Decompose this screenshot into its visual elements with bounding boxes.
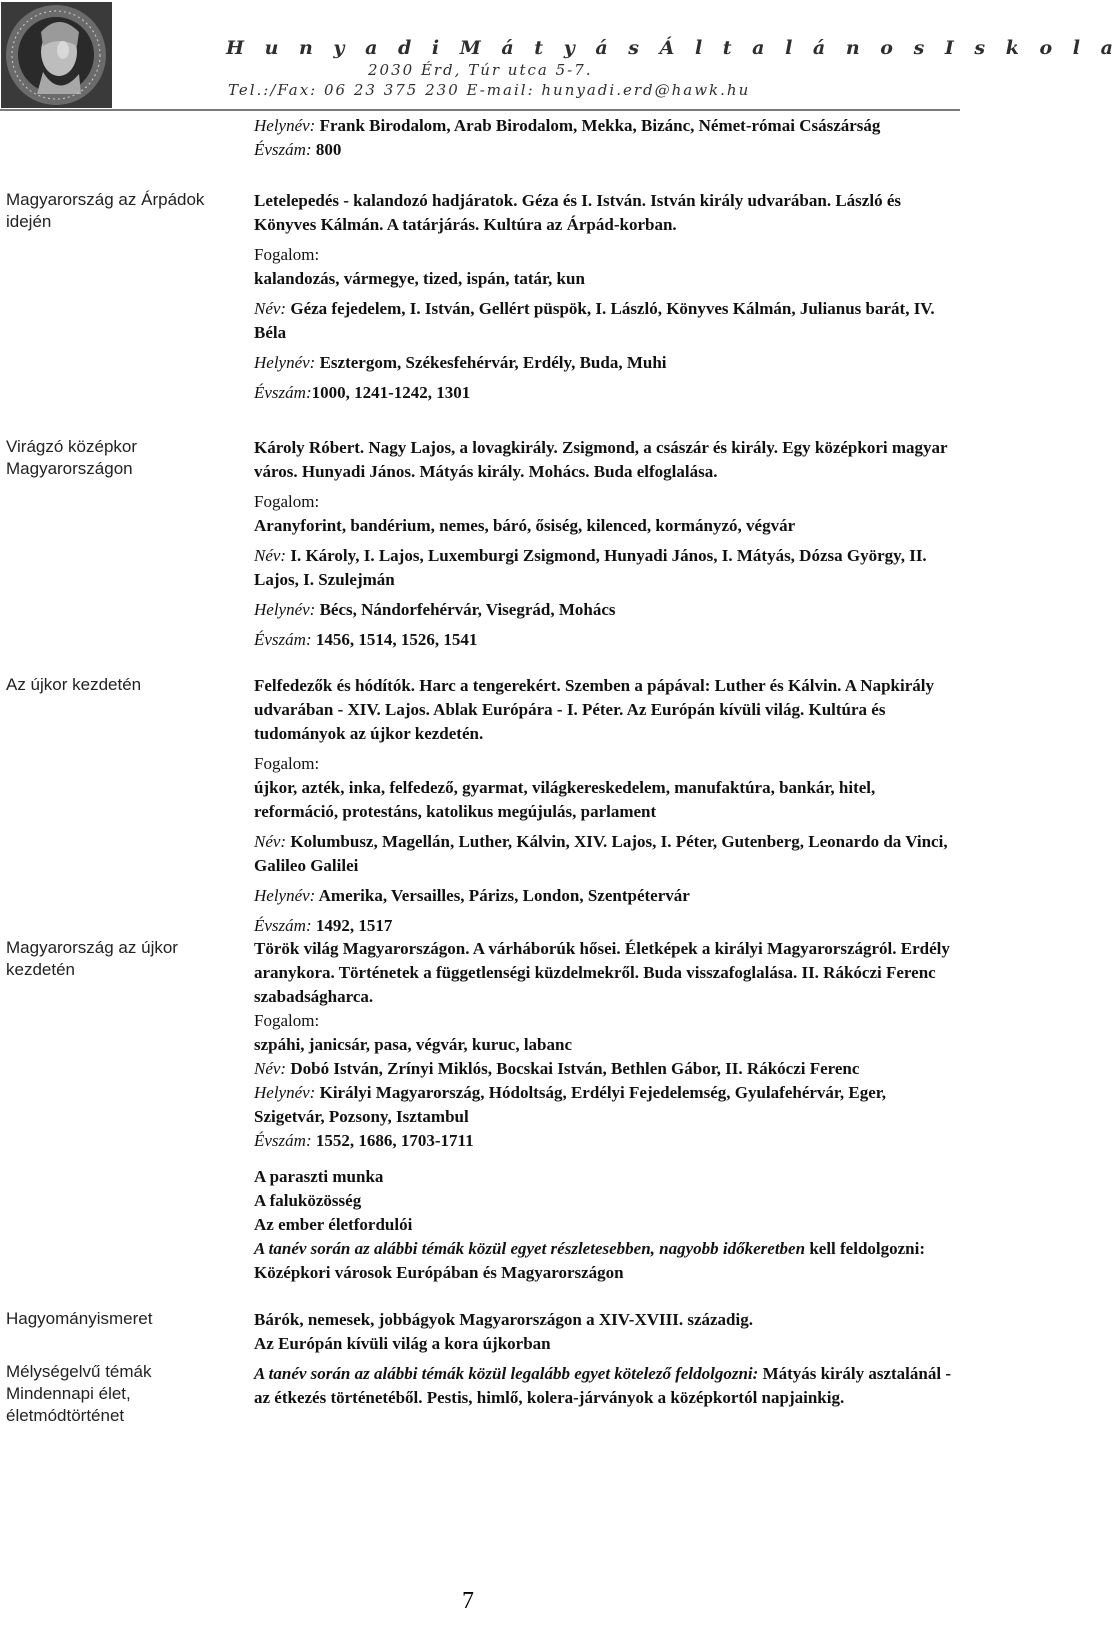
elective-topic: Bárók, nemesek, jobbágyok Magyarországon a XIV-XVIII. századig.: [254, 1310, 753, 1329]
list-item: Az ember életfordulói: [254, 1215, 413, 1234]
helynev-line: Helynév: Bécs, Nándorfehérvár, Visegrád, Mohács: [254, 600, 616, 619]
list-item: A faluközösség: [254, 1191, 362, 1210]
page-number: 7: [462, 1588, 474, 1614]
nev-line: Név: Kolumbusz, Magellán, Luther, Kálvin, XIV. Lajos, I. Péter, Gutenberg, Leonardo da Vinci, Galileo Galilei: [254, 832, 948, 875]
fogalom-text: szpáhi, janicsár, pasa, végvár, kuruc, labanc: [254, 1035, 573, 1054]
evszam-line: Évszám: 800: [254, 140, 342, 159]
topics-text: Török világ Magyarországon. A várháborúk hősei. Életképek a királyi Magyarországról. Erdély aranykora. Történetek a függetlenségi küzdelmekről. Buda visszafoglalása. II. Rákóczi Ferenc szabadságharca.: [254, 939, 950, 1006]
nev-line: Név: I. Károly, I. Lajos, Luxemburgi Zsigmond, Hunyadi János, I. Mátyás, Dózsa György, II. Lajos, I. Szulejmán: [254, 546, 927, 589]
evszam-line: Évszám: 1552, 1686, 1703-1711: [254, 1131, 474, 1150]
fogalom-text: újkor, azték, inka, felfedező, gyarmat, világkereskedelem, manufaktúra, bankár, hitel, reformáció, protestáns, katolikus megújulás, parlament: [254, 778, 876, 821]
sidebar-section-hagyomany: Hagyományismeret: [6, 1309, 153, 1328]
school-contact: Tel.:/Fax: 06 23 375 230 E-mail: hunyadi.erd@hawk.hu: [228, 81, 751, 99]
block-kozepkor: [254, 436, 954, 652]
mandatory-intro: A tanév során az alábbi témák közül legalább egyet kötelező feldolgozni: Mátyás király asztalánál - az étkezés történetéből. Pestis, himlő, kolera-járványok a középkortól napjainkig.: [254, 1364, 951, 1407]
block-arpad: [254, 189, 954, 405]
fogalom-label: Fogalom:: [254, 1011, 320, 1030]
header-divider: [0, 109, 960, 111]
block-hagyomany: [254, 1165, 954, 1285]
elective-topic: Középkori városok Európában és Magyarországon: [254, 1263, 624, 1282]
helynev-line: Helynév: Királyi Magyarország, Hódoltság, Erdélyi Fejedelemség, Gyulafehérvár, Eger, Szigetvár, Pozsony, Isztambul: [254, 1083, 887, 1126]
sidebar-section-melyseg: Mélységelvű témák Mindennapi élet, életmódtörténet: [6, 1362, 152, 1425]
fogalom-label: Fogalom:: [254, 245, 320, 264]
helynev-line: Helynév: Esztergom, Székesfehérvár, Erdély, Buda, Muhi: [254, 353, 667, 372]
school-header: [226, 36, 1120, 100]
sidebar-section-magyar-ujkor: Magyarország az újkor kezdetén: [6, 938, 178, 979]
sidebar-section-kozepkor: Virágzó középkor Magyarországon: [6, 437, 138, 478]
fogalom-text: Aranyforint, bandérium, nemes, báró, ősiség, kilenced, kormányzó, végvár: [254, 516, 796, 535]
block-0: [254, 114, 954, 162]
school-address: 2030 Érd, Túr utca 5-7.: [368, 61, 593, 79]
nev-line: Név: Dobó István, Zrínyi Miklós, Bocskai István, Bethlen Gábor, II. Rákóczi Ferenc: [254, 1059, 860, 1078]
school-logo-medallion: [1, 2, 112, 108]
helynev-line: Helynév: Frank Birodalom, Arab Birodalom, Mekka, Bizánc, Német-római Császárság: [254, 116, 881, 135]
fogalom-label: Fogalom:: [254, 492, 320, 511]
topics-text: Károly Róbert. Nagy Lajos, a lovagkirály. Zsigmond, a császár és király. Egy középkori magyar város. Hunyadi János. Mátyás király. Mohács. Buda elfoglalása.: [254, 438, 948, 481]
nev-line: Név: Géza fejedelem, I. István, Gellért püspök, I. László, Könyves Kálmán, Julianus barát, IV. Béla: [254, 299, 935, 342]
evszam-line: Évszám: 1456, 1514, 1526, 1541: [254, 630, 478, 649]
sidebar-section-ujkor: Az újkor kezdetén: [6, 675, 142, 694]
school-name: H u n y a d i M á t y á s Á l t a l á n o s I s k o l a: [226, 37, 1120, 59]
helynev-line: Helynév: Amerika, Versailles, Párizs, London, Szentpétervár: [254, 886, 690, 905]
block-ujkor: [254, 674, 954, 938]
evszam-line: Évszám:1000, 1241-1242, 1301: [254, 383, 471, 402]
sidebar-section-arpad: Magyarország az Árpádok idején: [6, 190, 205, 231]
elective-intro: A tanév során az alábbi témák közül egyet részletesebben, nagyobb időkeretben kell feldolgozni:: [254, 1239, 926, 1258]
block-melyseg: [254, 1308, 954, 1410]
block-magyar-ujkor: [254, 937, 954, 1153]
fogalom-label: Fogalom:: [254, 754, 320, 773]
elective-topic: Az Európán kívüli világ a kora újkorban: [254, 1334, 551, 1353]
list-item: A paraszti munka: [254, 1167, 384, 1186]
fogalom-text: kalandozás, vármegye, tized, ispán, tatár, kun: [254, 269, 585, 288]
topics-text: Felfedezők és hódítók. Harc a tengerekért. Szemben a pápával: Luther és Kálvin. A Napkirály udvarában - XIV. Lajos. Ablak Európára - I. Péter. Az Európán kívüli világ. Kultúra és tudományok az újkor kezdetén.: [254, 676, 934, 743]
evszam-line: Évszám: 1492, 1517: [254, 916, 393, 935]
topics-text: Letelepedés - kalandozó hadjáratok. Géza és I. István. István király udvarában. László és Könyves Kálmán. A tatárjárás. Kultúra az Árpád-korban.: [254, 191, 901, 234]
